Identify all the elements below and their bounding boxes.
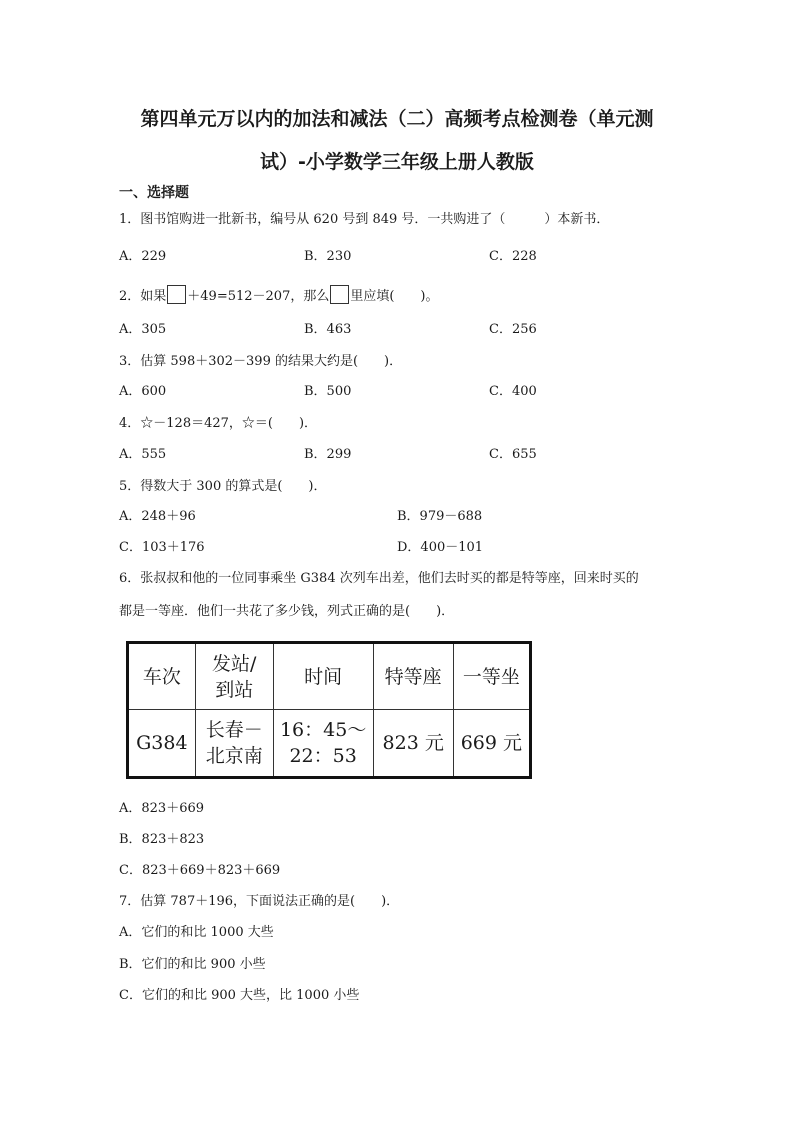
q7-option-a[interactable]: A．它们的和比 1000 大些 [119, 925, 274, 940]
cell-stations-line-2: 北京南 [205, 745, 263, 767]
q6-option-a[interactable]: A．823＋669 [119, 801, 205, 816]
question-1: 1．图书馆购进一批新书，编号从 620 号到 849 号．一共购进了（ ）本新书． [119, 212, 610, 227]
cell-train-number: G384 [128, 710, 196, 778]
cell-time-line-2: 22：53 [289, 745, 357, 767]
q4-option-b[interactable]: B．299 [304, 447, 352, 462]
cell-first-class-price: 669 元 [453, 710, 530, 778]
q5-option-c[interactable]: C．103＋176 [119, 540, 205, 555]
header-stations-line-2: 到站 [215, 678, 254, 701]
q2-text-mid: ＋49=512－207，那么 [187, 289, 330, 304]
q1-option-b[interactable]: B．230 [304, 249, 352, 264]
q2-option-b[interactable]: B．463 [304, 322, 352, 337]
question-4: 4．☆－128＝427，☆＝( )． [119, 416, 318, 431]
header-first-class: 一等坐 [453, 643, 530, 710]
q5-option-b[interactable]: B．979－688 [397, 509, 483, 524]
question-7: 7．估算 787＋196，下面说法正确的是( )． [119, 894, 400, 909]
document-title-line-2: 试）-小学数学三年级上册人教版 [260, 151, 534, 173]
cell-stations [195, 710, 273, 778]
question-6-line-1: 6．张叔叔和他的一位同事乘坐 G384 次列车出差，他们去时买的都是特等座，回来时买的 [119, 571, 639, 586]
q7-option-c[interactable]: C．它们的和比 900 大些，比 1000 小些 [119, 988, 360, 1003]
q4-option-c[interactable]: C．655 [489, 447, 537, 462]
q6-option-b[interactable]: B．823＋823 [119, 832, 205, 847]
cell-time-line-1: 16：45～ [279, 719, 367, 741]
header-stations-line-1: 发站/ [212, 652, 257, 675]
q3-option-a[interactable]: A．600 [119, 384, 167, 399]
q5-option-a[interactable]: A．248＋96 [119, 509, 196, 524]
q1-option-a[interactable]: A．229 [119, 249, 167, 264]
cell-premium-price: 823 元 [373, 710, 453, 778]
header-premium-seat: 特等座 [373, 643, 453, 710]
q2-option-c[interactable]: C．256 [489, 322, 537, 337]
q1-option-c[interactable]: C．228 [489, 249, 537, 264]
cell-stations-line-1: 长春－ [205, 719, 263, 741]
train-fare-table [126, 641, 532, 779]
blank-box [167, 285, 186, 304]
q5-option-d[interactable]: D．400－101 [397, 540, 484, 555]
q2-text-post: 里应填( )。 [350, 289, 439, 304]
q6-option-c[interactable]: C．823＋669＋823＋669 [119, 863, 281, 878]
q3-option-c[interactable]: C．400 [489, 384, 537, 399]
question-2 [119, 285, 439, 306]
question-6-line-2: 都是一等座．他们一共花了多少钱，列式正确的是( )． [119, 604, 455, 619]
q2-text-pre: 2．如果 [119, 289, 167, 304]
q4-option-a[interactable]: A．555 [119, 447, 167, 462]
q3-option-b[interactable]: B．500 [304, 384, 352, 399]
blank-box [330, 285, 349, 304]
section-heading-choice: 一、选择题 [119, 185, 189, 201]
header-stations [195, 643, 273, 710]
q2-option-a[interactable]: A．305 [119, 322, 167, 337]
header-train-number: 车次 [128, 643, 196, 710]
cell-time [273, 710, 373, 778]
header-time: 时间 [273, 643, 373, 710]
document-title-line-1: 第四单元万以内的加法和减法（二）高频考点检测卷（单元测 [140, 108, 654, 130]
q7-option-b[interactable]: B．它们的和比 900 小些 [119, 957, 266, 972]
question-3: 3．估算 598＋302－399 的结果大约是( )． [119, 354, 403, 369]
question-5: 5．得数大于 300 的算式是( )． [119, 479, 327, 494]
